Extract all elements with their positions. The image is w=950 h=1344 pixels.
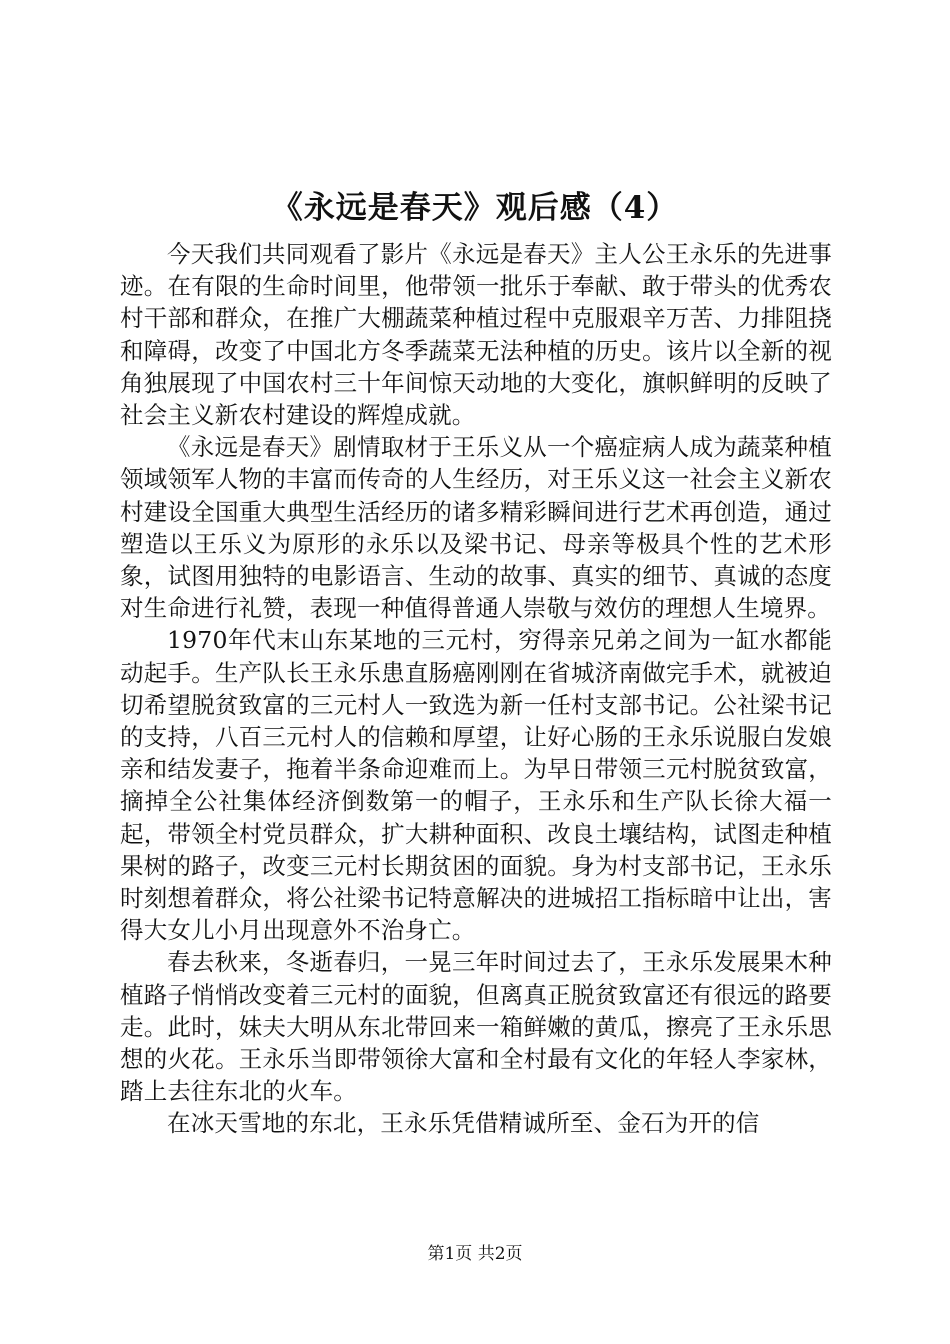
page-footer <box>0 1242 950 1266</box>
paragraph-2: 《永远是春天》剧情取材于王乐义从一个癌症病人成为蔬菜种植领域领军人物的丰富而传奇的人生经历，对王乐义这一社会主义新农村建设全国重大典型生活经历的诸多精彩瞬间进行艺术再创造，通过塑造以王乐义为原形的永乐以及梁书记、母亲等极具个性的艺术形象，试图用独特的电影语言、生动的故事、真实的细节、真诚的态度对生命进行礼赞，表现一种值得普通人崇敬与效仿的理想人生境界。 <box>120 433 832 623</box>
paragraph-5: 在冰天雪地的东北，王永乐凭借精诚所至、金石为开的信 <box>167 1109 760 1138</box>
page-title: 《永远是春天》观后感（4） <box>271 190 679 226</box>
paragraph-4: 春去秋来，冬逝春归，一晃三年时间过去了，王永乐发展果木种植路子悄悄改变着三元村的面貌，但离真正脱贫致富还有很远的路要走。此时，妹夫大明从东北带回来一箱鲜嫩的黄瓜，擦亮了王永乐思想的火花。王永乐当即带领徐大富和全村最有文化的年轻人李家林，踏上去往东北的火车。 <box>120 948 832 1106</box>
page-number: 第1页 <box>427 1244 473 1264</box>
document-body <box>120 238 832 1140</box>
paragraph-1: 今天我们共同观看了影片《永远是春天》主人公王永乐的先进事迹。在有限的生命时间里，他带领一批乐于奉献、敢于带头的优秀农村干部和群众，在推广大棚蔬菜种植过程中克服艰辛万苦、力排阻挠和障碍，改变了中国北方冬季蔬菜无法种植的历史。该片以全新的视角独展现了中国农村三十年间惊天动地的大变化，旗帜鲜明的反映了社会主义新农村建设的辉煌成就。 <box>120 240 832 430</box>
paragraph-3: 1970年代末山东某地的三元村，穷得亲兄弟之间为一缸水都能动起手。生产队长王永乐患直肠癌刚刚在省城济南做完手术，就被迫切希望脱贫致富的三元村人一致选为新一任村支部书记。公社梁书记的支持，八百三元村人的信赖和厚望，让好心肠的王永乐说服白发娘亲和结发妻子，拖着半条命迎难而上。为早日带领三元村脱贫致富，摘掉全公社集体经济倒数第一的帽子，王永乐和生产队长徐大福一起，带领全村党员群众，扩大耕种面积、改良土壤结构，试图走种植果树的路子，改变三元村长期贫困的面貌。身为村支部书记，王永乐时刻想着群众，将公社梁书记特意解决的进城招工指标暗中让出，害得大女儿小月出现意外不治身亡。 <box>120 626 832 945</box>
page-total: 共2页 <box>477 1244 523 1264</box>
